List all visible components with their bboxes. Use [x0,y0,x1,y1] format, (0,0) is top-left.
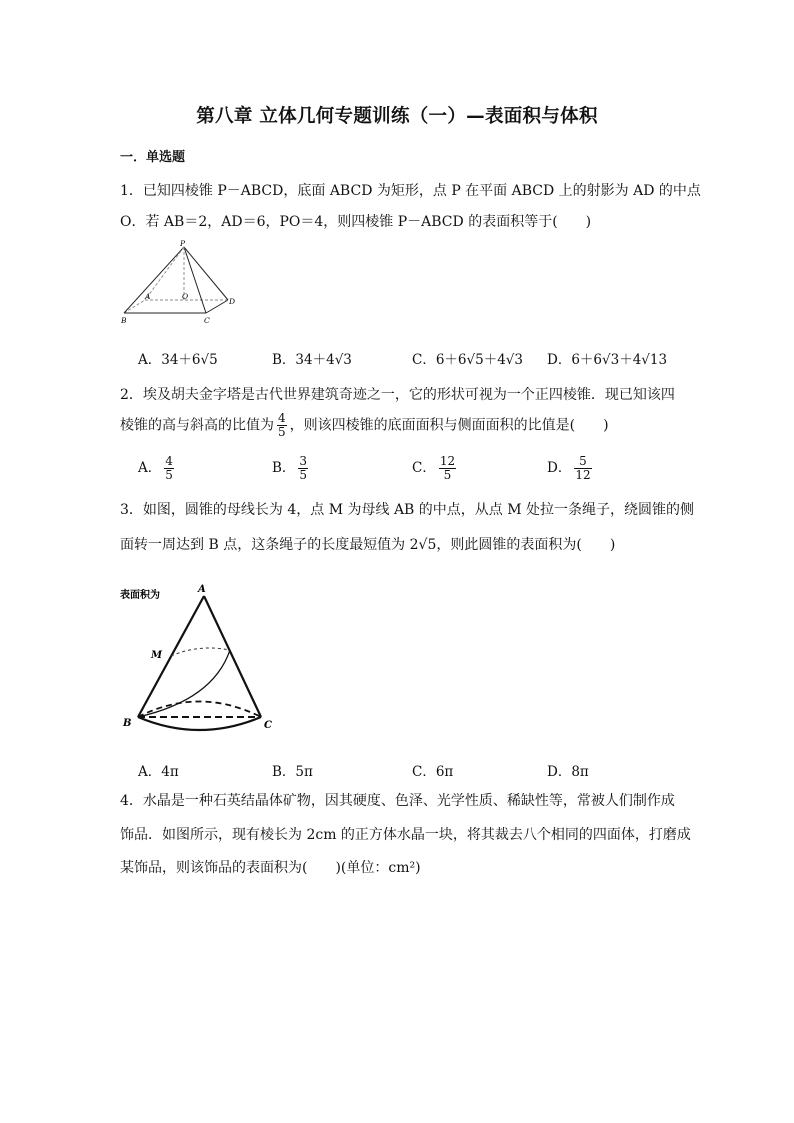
q3-option-b[interactable]: B．5π [272,764,313,780]
option-fraction [298,455,308,482]
page-title: 第八章 立体几何专题训练（一）—表面积与体积 [196,106,598,127]
edge-pb [124,247,184,313]
edge-pd [184,247,228,300]
base-front-arc [138,717,261,730]
fraction-numerator: 12 [439,454,456,468]
fraction-numerator: 3 [299,454,308,468]
figure-caption: 表面积为 [120,590,160,601]
label-b: B [123,718,132,729]
cross-section-ring [171,648,230,656]
fraction-denominator: 5 [443,468,452,482]
fraction-denominator: 12 [575,468,591,482]
option-label: C． [412,460,436,476]
q1-pyramid-figure [118,238,246,328]
q4-text-line2: 饰品．如图所示，现有棱长为 2cm 的正方体水晶一块，将其裁去八个相同的四面体，打磨成 [120,827,691,843]
label-p: P [180,239,186,248]
q2-option-b[interactable] [272,455,311,482]
q1-option-b[interactable]: B．34＋4√3 [272,352,352,368]
q1-option-d[interactable]: D．6＋6√3＋4√13 [547,352,668,368]
base-edge-cd [206,300,228,313]
q3-option-c[interactable]: C．6π [412,764,454,780]
q3-text-line2: 面转一周达到 B 点，这条绳子的长度最短值为 2√5，则此圆锥的表面积为( ) [120,537,616,553]
q2-option-d[interactable] [547,455,595,482]
label-c: C [204,316,210,325]
q2-line2-part2: ，则该四棱锥的底面面积与侧面面积的比值是( ) [289,417,609,434]
edge-pa [145,247,184,300]
option-label: B． [272,460,296,476]
q2-option-a[interactable] [138,455,177,482]
q2-line2-part1: 棱锥的高与斜高的比值为 [120,417,274,434]
q1-text-line2: O．若 AB＝2，AD＝6，PO＝4，则四棱锥 P－ABCD 的表面积等于( ) [120,214,592,230]
fraction-denominator: 5 [165,468,173,482]
fraction-numerator: 4 [278,411,286,425]
option-label: D． [547,460,572,476]
label-b: B [121,316,127,325]
q2-option-c[interactable] [412,455,459,482]
option-fraction [574,455,591,482]
label-m: M [151,650,163,661]
fraction-denominator: 5 [299,468,308,482]
label-a: A [198,584,206,595]
label-c: C [264,720,272,731]
q3-option-d[interactable]: D．8π [547,764,589,780]
edge-pc [184,247,206,313]
q1-option-c[interactable]: C．6＋6√5＋4√3 [412,352,523,368]
cone-generatrix-ab [138,596,204,717]
section-heading: 一．单选题 [120,150,186,165]
option-fraction [164,455,174,482]
option-label: A． [138,460,162,476]
label-d: D [229,297,236,306]
q1-text-line1: 1．已知四棱锥 P－ABCD，底面 ABCD 为矩形，点 P 在平面 ABCD 上的射影为 AD 的中点 [120,183,701,199]
q4-text-line1: 4．水晶是一种石英结晶体矿物，因其硬度、色泽、光学性质、稀缺性等，常被人们制作成 [120,793,675,809]
q2-text-line2 [120,412,609,439]
cone-generatrix-ac [204,596,261,717]
fraction-denominator: 5 [278,425,286,439]
fraction-numerator: 4 [165,454,173,468]
label-o: O [182,292,189,301]
q4-text-line3: 某饰品，则该饰品的表面积为( )(单位：cm²) [120,860,421,876]
base-back-arc [138,702,261,718]
q3-text-line1: 3．如图，圆锥的母线长为 4，点 M 为母线 AB 的中点，从点 M 处拉一条绳子，绕圆锥的侧 [120,502,695,518]
option-fraction [439,455,456,482]
label-a: A [145,292,151,301]
fraction-numerator: 5 [574,455,591,469]
q3-cone-figure [118,578,283,736]
q3-option-a[interactable]: A．4π [138,764,179,780]
q2-text-line1: 2．埃及胡夫金字塔是古代世界建筑奇迹之一，它的形状可视为一个正四棱锥．现已知该四 [120,387,675,403]
q1-option-a[interactable]: A．34＋6√5 [138,352,218,368]
q2-ratio-fraction [277,412,287,439]
